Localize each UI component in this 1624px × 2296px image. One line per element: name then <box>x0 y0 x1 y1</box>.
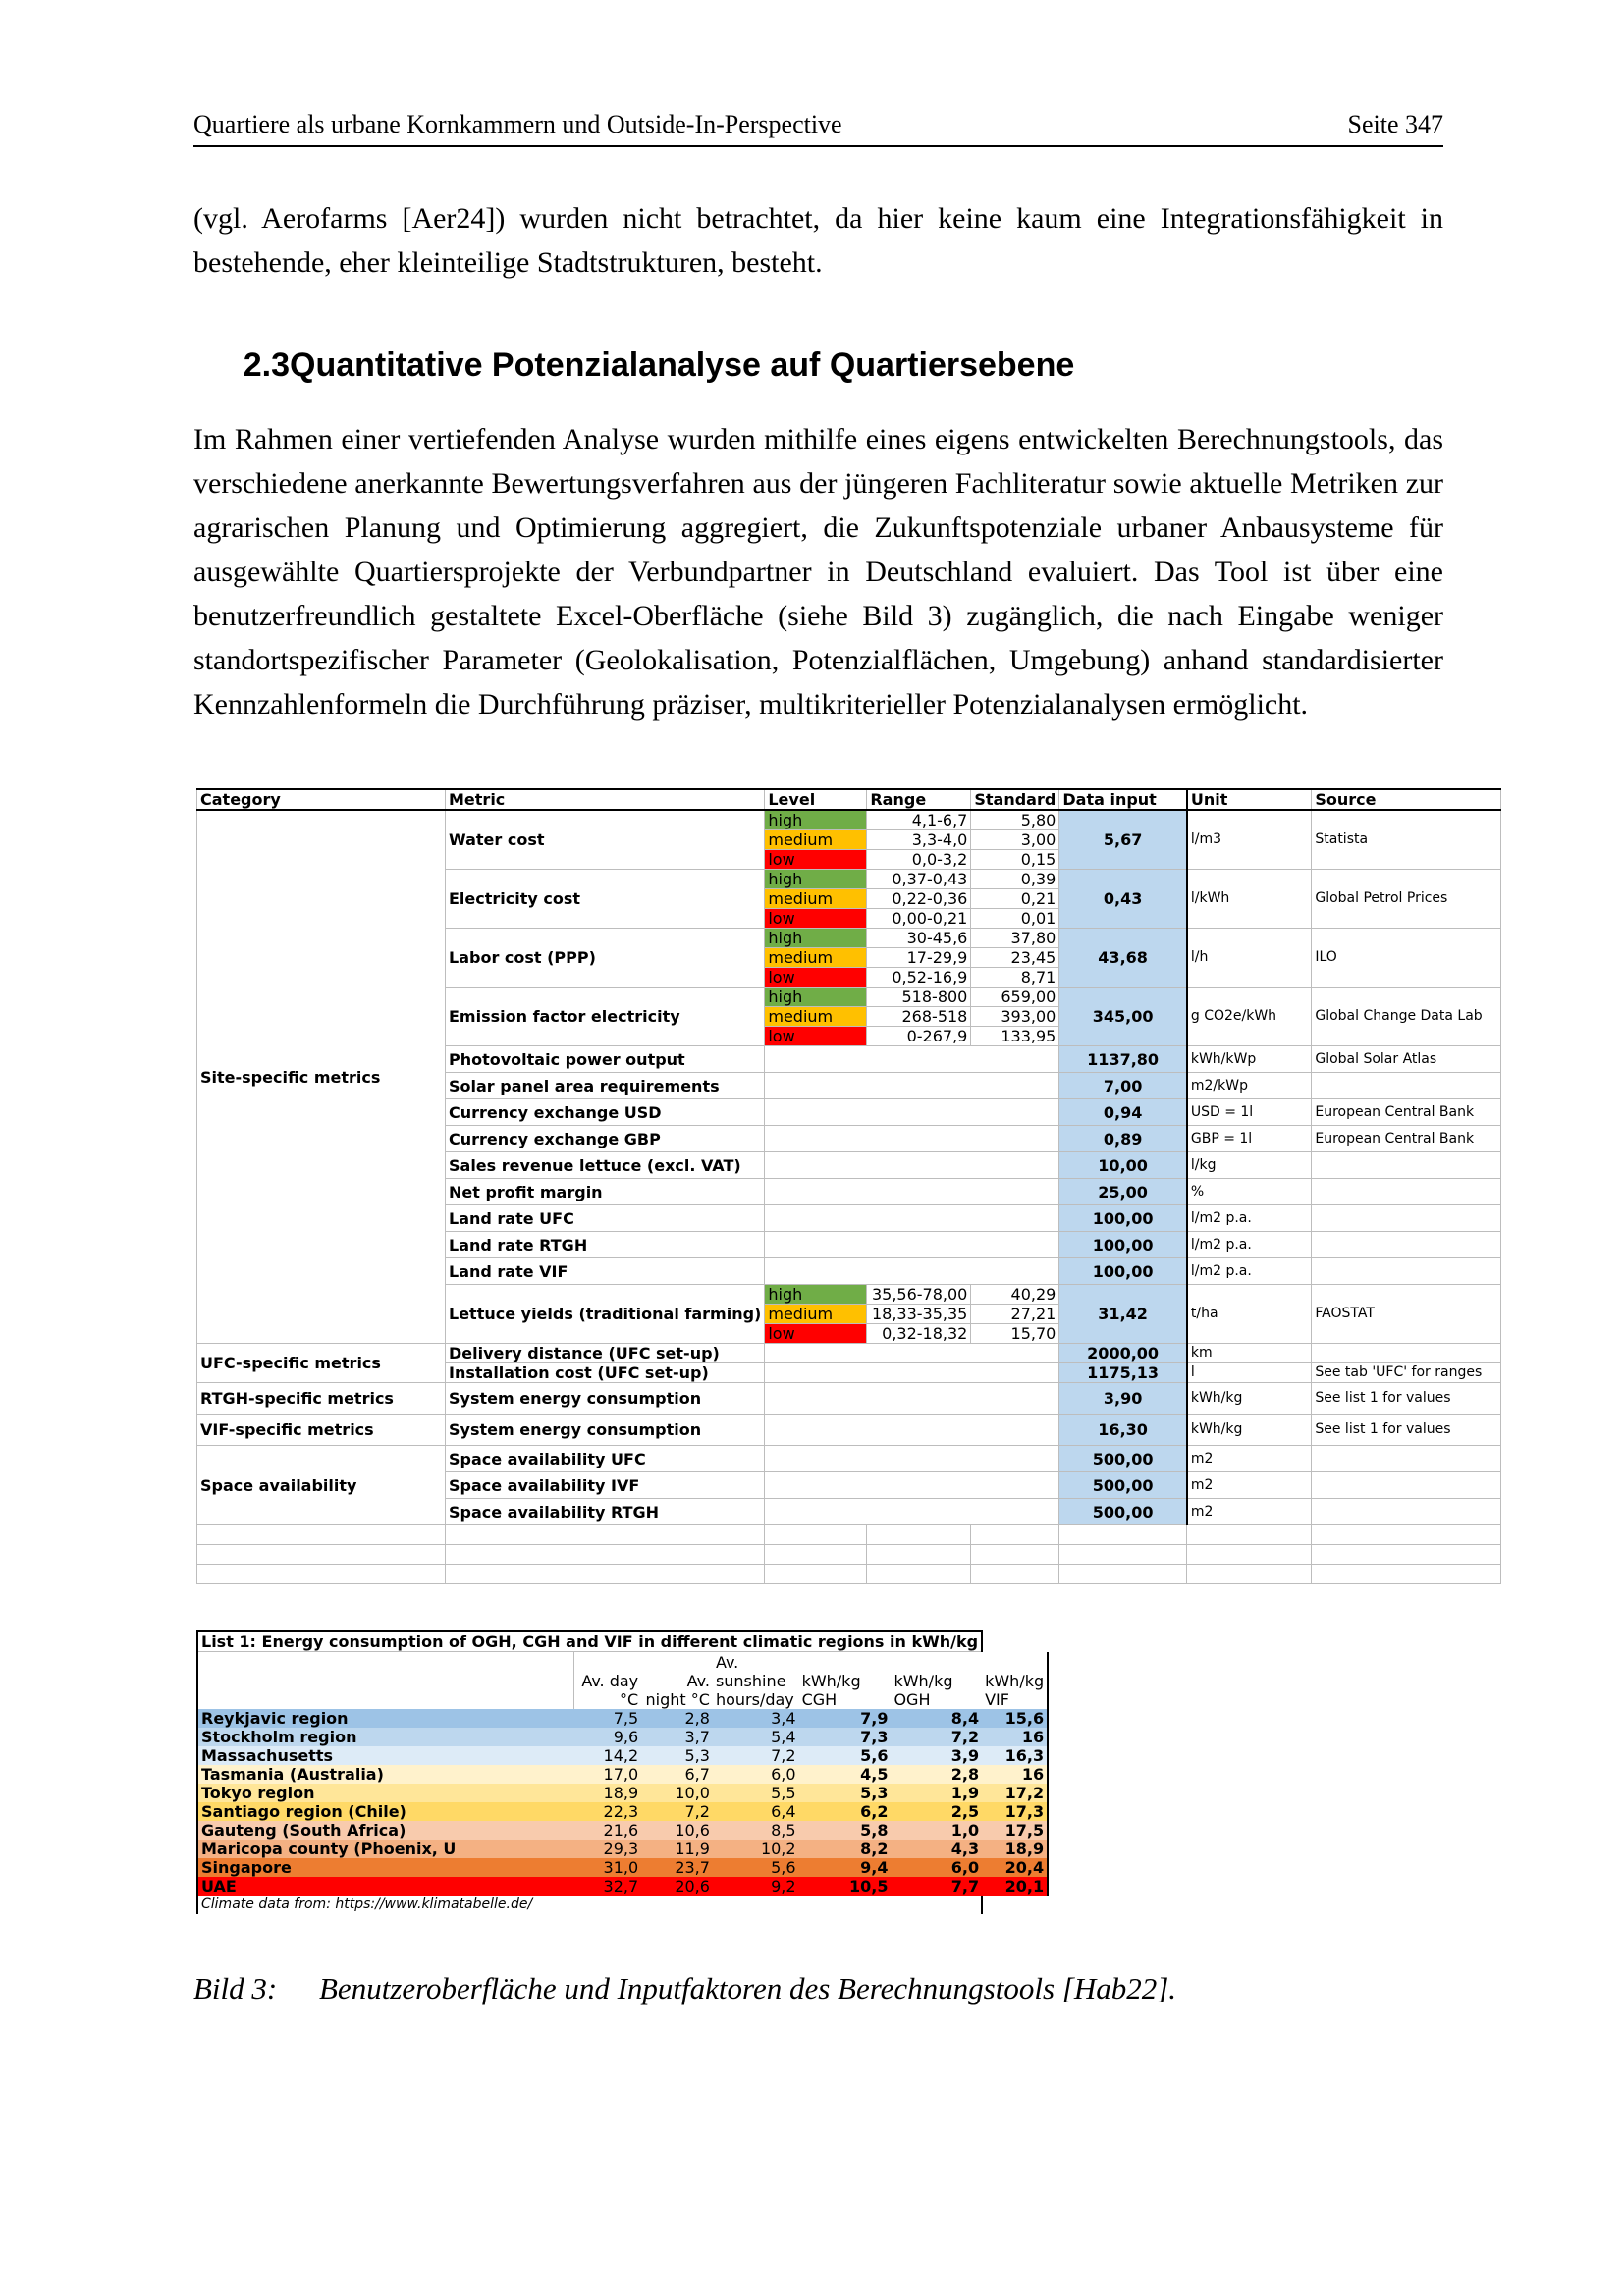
column-header: Data input <box>1059 789 1187 810</box>
level-cell: low <box>765 968 867 988</box>
value-cell: 10,5 <box>848 1877 889 1896</box>
source-cell: Statista <box>1312 810 1501 870</box>
table-row <box>197 1415 1501 1446</box>
empty-cell <box>1059 1565 1187 1584</box>
list1-row <box>197 1709 1048 1728</box>
data-input-cell: 31,42 <box>1059 1285 1187 1344</box>
value-cell: 6,7 <box>684 1765 710 1784</box>
standard-cell: 0,21 <box>971 889 1059 909</box>
range-cell: 0,37-0,43 <box>867 870 971 889</box>
value-cell: 6,2 <box>860 1802 889 1821</box>
value-cell: 6,4 <box>771 1802 796 1821</box>
range-cell: 0,0-3,2 <box>867 850 971 870</box>
unit-cell: g CO2e/kWh <box>1187 988 1312 1046</box>
column-header: Metric <box>446 789 765 810</box>
empty-cell <box>1187 1525 1312 1545</box>
level-cell: medium <box>765 830 867 850</box>
value-cell: 17,5 <box>982 1821 1048 1840</box>
empty-cell <box>1312 1525 1501 1545</box>
paragraph-intro: (vgl. Aerofarms [Aer24]) wurden nicht betrachtet, da hier keine kaum eine Integrationsfähigkeit in bestehende, eher kleinteilige Stadtstrukturen, besteht. <box>193 202 1443 279</box>
data-input-cell: 1137,80 <box>1059 1046 1187 1073</box>
range-cell: 35,56-78,00 <box>867 1285 971 1305</box>
empty-cell <box>1059 1525 1187 1545</box>
empty-cell <box>765 1046 1059 1073</box>
data-input-cell: 43,68 <box>1059 929 1187 988</box>
range-cell: 0,22-0,36 <box>867 889 971 909</box>
metric-cell: Net profit margin <box>446 1179 765 1205</box>
value-cell: 7,7 <box>950 1877 980 1896</box>
unit-cell: l/m3 <box>1187 810 1312 870</box>
level-cell: low <box>765 850 867 870</box>
empty-cell <box>765 1545 867 1565</box>
unit-cell: m2 <box>1187 1446 1312 1472</box>
column-header: Standard <box>971 789 1059 810</box>
source-cell <box>1312 1472 1501 1499</box>
empty-cell <box>765 1565 867 1584</box>
standard-cell: 659,00 <box>971 988 1059 1007</box>
page-number: Seite 347 <box>1347 110 1443 138</box>
list1-column-header: kWh/kg VIF <box>982 1652 1048 1710</box>
source-cell <box>1312 1205 1501 1232</box>
standard-cell: 8,71 <box>971 968 1059 988</box>
value-cell: 32,7 <box>603 1877 639 1896</box>
table-row <box>197 810 1501 830</box>
unit-cell: l <box>1187 1363 1312 1383</box>
empty-cell <box>197 1525 446 1545</box>
empty-cell <box>1312 1545 1501 1565</box>
empty-cell <box>765 1205 1059 1232</box>
value-cell: 31,0 <box>603 1858 639 1877</box>
list1-row <box>197 1802 1048 1821</box>
value-cell: 2,8 <box>950 1765 980 1784</box>
empty-cell <box>197 1565 446 1584</box>
standard-cell: 40,29 <box>971 1285 1059 1305</box>
source-cell <box>1312 1258 1501 1285</box>
data-input-cell: 100,00 <box>1059 1232 1187 1258</box>
data-input-cell: 0,94 <box>1059 1099 1187 1126</box>
level-cell: high <box>765 929 867 948</box>
data-input-cell: 0,89 <box>1059 1126 1187 1152</box>
value-cell: 1,9 <box>950 1784 980 1802</box>
list1-row <box>197 1840 1048 1858</box>
value-cell: 7,5 <box>613 1709 639 1728</box>
table-row <box>197 1545 1501 1565</box>
standard-cell: 37,80 <box>971 929 1059 948</box>
source-cell <box>1312 1232 1501 1258</box>
empty-cell <box>765 1472 1059 1499</box>
unit-cell: l/m2 p.a. <box>1187 1205 1312 1232</box>
data-input-cell: 100,00 <box>1059 1205 1187 1232</box>
empty-cell <box>867 1565 971 1584</box>
level-cell: high <box>765 810 867 830</box>
unit-cell: m2/kWp <box>1187 1073 1312 1099</box>
value-cell: 29,3 <box>603 1840 639 1858</box>
unit-cell: kWh/kWp <box>1187 1046 1312 1073</box>
metric-cell: Photovoltaic power output <box>446 1046 765 1073</box>
standard-cell: 3,00 <box>971 830 1059 850</box>
data-input-cell: 3,90 <box>1059 1383 1187 1415</box>
value-cell: 8,2 <box>860 1840 889 1858</box>
empty-cell <box>765 1179 1059 1205</box>
metric-cell: Solar panel area requirements <box>446 1073 765 1099</box>
value-cell: 5,3 <box>684 1746 710 1765</box>
level-cell: high <box>765 1285 867 1305</box>
data-input-cell: 500,00 <box>1059 1472 1187 1499</box>
unit-cell: t/ha <box>1187 1285 1312 1344</box>
value-cell: 21,6 <box>603 1821 639 1840</box>
source-cell: European Central Bank <box>1312 1099 1501 1126</box>
value-cell: 3,4 <box>771 1709 796 1728</box>
level-cell: high <box>765 870 867 889</box>
standard-cell: 0,15 <box>971 850 1059 870</box>
metric-cell: Lettuce yields (traditional farming) <box>446 1285 765 1344</box>
empty-cell <box>971 1565 1059 1584</box>
data-input-cell: 1175,13 <box>1059 1363 1187 1383</box>
metric-cell: Land rate VIF <box>446 1258 765 1285</box>
region-cell: Santiago region (Chile) <box>197 1802 573 1821</box>
value-cell: 9,2 <box>771 1877 796 1896</box>
value-cell: 10,6 <box>675 1821 710 1840</box>
value-cell: 5,4 <box>771 1728 796 1746</box>
table-row <box>197 1565 1501 1584</box>
value-cell: 2,8 <box>684 1709 710 1728</box>
range-cell: 3,3-4,0 <box>867 830 971 850</box>
value-cell: 18,9 <box>603 1784 639 1802</box>
figure-caption <box>193 1971 1176 2006</box>
section-number: 2.3 <box>243 347 290 384</box>
empty-cell <box>867 1545 971 1565</box>
empty-cell <box>1187 1565 1312 1584</box>
list1-footnote-row <box>197 1896 1048 1914</box>
paragraph-analysis: Im Rahmen einer vertiefenden Analyse wurden mithilfe eines eigens entwickelten Berechnungstools, das verschiedene anerkannte Bewertungsverfahren aus der jüngeren Fachliteratur sowie aktuelle Metriken zur agrarischen Planung und Optimierung aggregiert, die Zukunftspotenziale urbaner Anbausysteme für ausgewählte Quartiersprojekte der Verbundpartner in Deutschland evaluiert. Das Tool ist über eine benutzerfreundlich gestaltete Excel-Oberfläche (siehe Bild 3) zugänglich, die nach Eingabe weniger standortspezifischer Parameter (Geolokalisation, Potenzialflächen, Umgebung) anhand standardisierter Kennzahlenformeln die Durchführung präziser, multikriterieller Potenzialanalysen ermöglicht. <box>193 423 1443 721</box>
value-cell: 2,5 <box>950 1802 980 1821</box>
value-cell: 22,3 <box>603 1802 639 1821</box>
data-input-cell: 7,00 <box>1059 1073 1187 1099</box>
value-cell: 20,4 <box>982 1858 1048 1877</box>
level-cell: low <box>765 1027 867 1046</box>
level-cell: medium <box>765 948 867 968</box>
value-cell: 16 <box>982 1728 1048 1746</box>
metric-cell: Space availability IVF <box>446 1472 765 1499</box>
range-cell: 0,00-0,21 <box>867 909 971 929</box>
list1-footnote: Climate data from: https://www.klimatabelle.de/ <box>197 1896 982 1914</box>
value-cell: 8,4 <box>950 1709 980 1728</box>
range-cell: 18,33-35,35 <box>867 1305 971 1324</box>
empty-cell <box>197 1545 446 1565</box>
metric-cell: System energy consumption <box>446 1415 765 1446</box>
unit-cell: l/m2 p.a. <box>1187 1232 1312 1258</box>
level-cell: medium <box>765 889 867 909</box>
value-cell: 23,7 <box>675 1858 710 1877</box>
range-cell: 4,1-6,7 <box>867 810 971 830</box>
value-cell: 7,2 <box>771 1746 796 1765</box>
list1-row <box>197 1746 1048 1765</box>
data-input-cell: 10,00 <box>1059 1152 1187 1179</box>
standard-cell: 23,45 <box>971 948 1059 968</box>
empty-cell <box>1187 1545 1312 1565</box>
list1-row <box>197 1728 1048 1746</box>
column-header: Level <box>765 789 867 810</box>
unit-cell: m2 <box>1187 1472 1312 1499</box>
category-cell: UFC-specific metrics <box>197 1344 446 1383</box>
value-cell: 14,2 <box>603 1746 639 1765</box>
column-header: Unit <box>1187 789 1312 810</box>
list1-table <box>196 1630 1049 1914</box>
category-cell: VIF-specific metrics <box>197 1415 446 1446</box>
metrics-table <box>196 788 1501 1584</box>
metric-cell: Space availability RTGH <box>446 1499 765 1525</box>
list1-row <box>197 1765 1048 1784</box>
region-cell: Massachusetts <box>197 1746 573 1765</box>
value-cell: 16 <box>982 1765 1048 1784</box>
data-input-cell: 500,00 <box>1059 1499 1187 1525</box>
metric-cell: Currency exchange USD <box>446 1099 765 1126</box>
unit-cell: l/h <box>1187 929 1312 988</box>
range-cell: 17-29,9 <box>867 948 971 968</box>
source-cell: FAOSTAT <box>1312 1285 1501 1344</box>
source-cell <box>1312 1073 1501 1099</box>
region-cell: Singapore <box>197 1858 573 1877</box>
value-cell: 5,6 <box>771 1858 796 1877</box>
list1-column-header: Av. night °C <box>645 1672 710 1709</box>
empty-cell <box>1312 1565 1501 1584</box>
value-cell: 7,2 <box>684 1802 710 1821</box>
section-heading <box>193 347 1074 385</box>
region-cell: UAE <box>197 1877 573 1896</box>
unit-cell: m2 <box>1187 1499 1312 1525</box>
unit-cell: GBP = 1l <box>1187 1126 1312 1152</box>
empty-cell <box>765 1363 1059 1383</box>
empty-cell <box>446 1525 765 1545</box>
spreadsheet-figure <box>196 788 1501 1912</box>
list1-column-header: Av. sunshine hours/day <box>715 1653 794 1709</box>
range-cell: 0,32-18,32 <box>867 1324 971 1344</box>
value-cell: 5,3 <box>860 1784 889 1802</box>
value-cell: 20,6 <box>675 1877 710 1896</box>
data-input-cell: 2000,00 <box>1059 1344 1187 1363</box>
range-cell: 30-45,6 <box>867 929 971 948</box>
level-cell: medium <box>765 1007 867 1027</box>
empty-cell <box>765 1258 1059 1285</box>
value-cell: 3,7 <box>684 1728 710 1746</box>
table-row <box>197 1383 1501 1415</box>
source-cell: ILO <box>1312 929 1501 988</box>
metric-cell: Land rate RTGH <box>446 1232 765 1258</box>
level-cell: low <box>765 1324 867 1344</box>
value-cell: 3,9 <box>950 1746 980 1765</box>
metric-cell: Sales revenue lettuce (excl. VAT) <box>446 1152 765 1179</box>
value-cell: 7,2 <box>950 1728 980 1746</box>
column-header: Range <box>867 789 971 810</box>
data-input-cell: 345,00 <box>1059 988 1187 1046</box>
value-cell: 7,3 <box>860 1728 889 1746</box>
unit-cell: % <box>1187 1179 1312 1205</box>
unit-cell: l/m2 p.a. <box>1187 1258 1312 1285</box>
value-cell: 17,2 <box>982 1784 1048 1802</box>
value-cell: 4,5 <box>860 1765 889 1784</box>
level-cell: low <box>765 909 867 929</box>
metric-cell: Space availability UFC <box>446 1446 765 1472</box>
standard-cell: 0,39 <box>971 870 1059 889</box>
list1-row <box>197 1877 1048 1896</box>
range-cell: 0-267,9 <box>867 1027 971 1046</box>
value-cell: 1,0 <box>950 1821 980 1840</box>
source-cell: Global Solar Atlas <box>1312 1046 1501 1073</box>
empty-cell <box>971 1545 1059 1565</box>
running-header <box>193 110 1443 147</box>
unit-cell: km <box>1187 1344 1312 1363</box>
data-input-cell: 100,00 <box>1059 1258 1187 1285</box>
list1-row <box>197 1784 1048 1802</box>
value-cell: 4,3 <box>950 1840 980 1858</box>
value-cell: 16,3 <box>982 1746 1048 1765</box>
empty-cell <box>971 1525 1059 1545</box>
table-row <box>197 789 1501 810</box>
value-cell: 6,0 <box>950 1858 980 1877</box>
metric-cell: Currency exchange GBP <box>446 1126 765 1152</box>
value-cell: 9,4 <box>860 1858 889 1877</box>
value-cell: 17,3 <box>982 1802 1048 1821</box>
category-cell: Site-specific metrics <box>197 810 446 1344</box>
list1-row <box>197 1858 1048 1877</box>
running-header-title: Quartiere als urbane Kornkammern und Outside-In-Perspective <box>193 110 842 138</box>
region-cell: Maricopa county (Phoenix, U <box>197 1840 573 1858</box>
metric-cell: Delivery distance (UFC set-up) <box>446 1344 765 1363</box>
list1-title-row <box>197 1631 1048 1652</box>
value-cell: 18,9 <box>982 1840 1048 1858</box>
data-input-cell: 5,67 <box>1059 810 1187 870</box>
value-cell: 5,5 <box>771 1784 796 1802</box>
source-cell <box>1312 1179 1501 1205</box>
empty-cell <box>765 1415 1059 1446</box>
value-cell: 5,8 <box>860 1821 889 1840</box>
value-cell: 6,0 <box>771 1765 796 1784</box>
empty-cell <box>765 1152 1059 1179</box>
value-cell: 8,5 <box>771 1821 796 1840</box>
metric-cell: Water cost <box>446 810 765 870</box>
unit-cell: kWh/kg <box>1187 1383 1312 1415</box>
value-cell: 10,0 <box>675 1784 710 1802</box>
region-cell: Stockholm region <box>197 1728 573 1746</box>
data-input-cell: 25,00 <box>1059 1179 1187 1205</box>
region-cell: Reykjavic region <box>197 1709 573 1728</box>
source-cell: Global Petrol Prices <box>1312 870 1501 929</box>
list1-title: List 1: Energy consumption of OGH, CGH and VIF in different climatic regions in kWh/kg <box>197 1631 982 1652</box>
metric-cell: Land rate UFC <box>446 1205 765 1232</box>
empty-cell <box>197 1652 573 1710</box>
data-input-cell: 500,00 <box>1059 1446 1187 1472</box>
range-cell: 0,52-16,9 <box>867 968 971 988</box>
value-cell: 11,9 <box>675 1840 710 1858</box>
value-cell: 9,6 <box>613 1728 639 1746</box>
metric-cell: Emission factor electricity <box>446 988 765 1046</box>
value-cell: 10,2 <box>760 1840 796 1858</box>
empty-cell <box>765 1073 1059 1099</box>
column-header: Category <box>197 789 446 810</box>
list1-column-header: Av. day °C <box>581 1672 639 1709</box>
empty-cell <box>765 1099 1059 1126</box>
data-input-cell: 0,43 <box>1059 870 1187 929</box>
list1-row <box>197 1821 1048 1840</box>
caption-label: Bild 3: <box>193 1971 278 2005</box>
empty-cell <box>765 1126 1059 1152</box>
region-cell: Tasmania (Australia) <box>197 1765 573 1784</box>
source-cell: See tab 'UFC' for ranges <box>1312 1363 1501 1383</box>
empty-cell <box>867 1525 971 1545</box>
standard-cell: 5,80 <box>971 810 1059 830</box>
value-cell: 20,1 <box>982 1877 1048 1896</box>
table-row <box>197 1525 1501 1545</box>
standard-cell: 133,95 <box>971 1027 1059 1046</box>
table-row <box>197 1446 1501 1472</box>
standard-cell: 15,70 <box>971 1324 1059 1344</box>
value-cell: 7,9 <box>860 1709 889 1728</box>
table-row <box>197 1344 1501 1363</box>
range-cell: 268-518 <box>867 1007 971 1027</box>
list1-header-row <box>197 1652 1048 1710</box>
category-cell: RTGH-specific metrics <box>197 1383 446 1415</box>
source-cell: Global Change Data Lab <box>1312 988 1501 1046</box>
empty-cell <box>1059 1545 1187 1565</box>
standard-cell: 393,00 <box>971 1007 1059 1027</box>
source-cell: See list 1 for values <box>1312 1383 1501 1415</box>
empty-cell <box>765 1525 867 1545</box>
caption-text: Benutzeroberfläche und Inputfaktoren des Berechnungstools [Hab22]. <box>319 1971 1177 2005</box>
source-cell: See list 1 for values <box>1312 1415 1501 1446</box>
range-cell: 518-800 <box>867 988 971 1007</box>
empty-cell <box>446 1565 765 1584</box>
metric-cell: Labor cost (PPP) <box>446 929 765 988</box>
source-cell <box>1312 1152 1501 1179</box>
value-cell: 5,6 <box>860 1746 889 1765</box>
level-cell: high <box>765 988 867 1007</box>
metric-cell: Electricity cost <box>446 870 765 929</box>
empty-cell <box>765 1232 1059 1258</box>
section-title: Quantitative Potenzialanalyse auf Quartiersebene <box>290 347 1075 384</box>
source-cell: European Central Bank <box>1312 1126 1501 1152</box>
region-cell: Tokyo region <box>197 1784 573 1802</box>
unit-cell: l/kWh <box>1187 870 1312 929</box>
standard-cell: 27,21 <box>971 1305 1059 1324</box>
unit-cell: kWh/kg <box>1187 1415 1312 1446</box>
standard-cell: 0,01 <box>971 909 1059 929</box>
source-cell <box>1312 1499 1501 1525</box>
metric-cell: Installation cost (UFC set-up) <box>446 1363 765 1383</box>
empty-cell <box>765 1383 1059 1415</box>
unit-cell: l/kg <box>1187 1152 1312 1179</box>
value-cell: 17,0 <box>603 1765 639 1784</box>
column-header: Source <box>1312 789 1501 810</box>
empty-cell <box>765 1499 1059 1525</box>
empty-cell <box>765 1344 1059 1363</box>
value-cell: 15,6 <box>982 1709 1048 1728</box>
empty-cell <box>765 1446 1059 1472</box>
data-input-cell: 16,30 <box>1059 1415 1187 1446</box>
empty-cell <box>446 1545 765 1565</box>
list1-column-header: kWh/kg OGH <box>893 1672 953 1709</box>
metric-cell: System energy consumption <box>446 1383 765 1415</box>
source-cell <box>1312 1344 1501 1363</box>
region-cell: Gauteng (South Africa) <box>197 1821 573 1840</box>
category-cell: Space availability <box>197 1446 446 1525</box>
level-cell: medium <box>765 1305 867 1324</box>
source-cell <box>1312 1446 1501 1472</box>
unit-cell: USD = 1l <box>1187 1099 1312 1126</box>
list1-column-header: kWh/kg CGH <box>801 1672 861 1709</box>
